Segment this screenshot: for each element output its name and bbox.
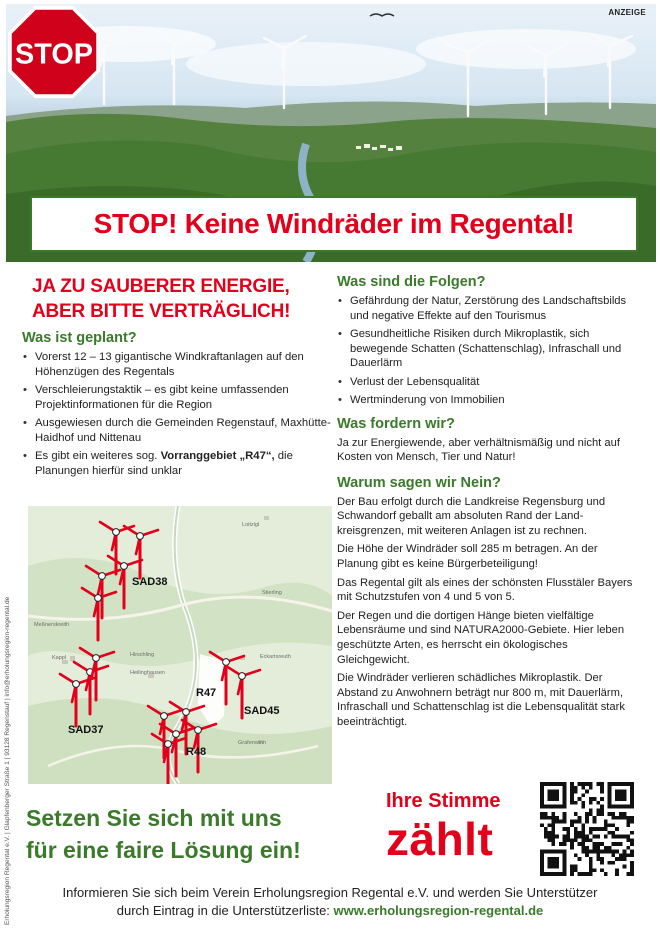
list-item-text: die Planungen hierfür sind unklar (35, 450, 293, 477)
stop-sign-icon (6, 4, 102, 100)
consequences-list (337, 294, 637, 408)
wind-area-map (28, 506, 332, 784)
qr-code-icon[interactable] (540, 782, 634, 876)
list-item-bold: Vorranggebiet „R47“, (160, 450, 275, 462)
stop-sign-text: STOP (15, 38, 93, 71)
info-footer (20, 884, 640, 920)
right-column (337, 274, 637, 734)
reasons-body (337, 495, 637, 730)
headline-banner (30, 196, 638, 252)
map-label-sad45: SAD45 (244, 705, 280, 717)
list-item: • Wertminderung von Immobilien (337, 393, 637, 408)
map-label-sad38: SAD38 (132, 576, 168, 588)
map-place: Heilinghausen (130, 670, 165, 676)
info-line-1: Informieren Sie sich beim Verein Erholungsregion Regental e.V. und werden Sie Unterstützer (62, 885, 598, 900)
turbine-marker-icon (152, 734, 186, 784)
map-place: Meßnerskreith (34, 622, 70, 628)
map-label-r48: R48 (186, 746, 207, 758)
map-place: Grafenwinn (238, 740, 267, 746)
list-item: • Verlust der Lebensqualität (337, 375, 637, 390)
consequences-heading: Was sind die Folgen? (337, 274, 486, 290)
vote-line-1: Ihre Stimme (386, 790, 501, 812)
map-place: Kappl (52, 655, 67, 661)
hero-landscape-photo (6, 4, 656, 262)
headline-title: STOP! Keine Windräder im Regental! (93, 208, 575, 239)
turbine-markers (28, 506, 332, 784)
demands-text: Ja zur Energiewende, aber verhältnismäßig und nicht auf Kosten von Mensch, Tier und Natur! (337, 436, 620, 464)
left-column (22, 274, 332, 482)
call-to-action-line-1: Setzen Sie sich mit uns (26, 805, 282, 831)
turbine-marker-icon (74, 662, 108, 714)
reasons-paragraph: Das Regental gilt als eines der schönsten Flusstäler Bayers mit Schutzstufen von 4 und 5 von 5. (337, 576, 633, 604)
ad-label: ANZEIGE (608, 8, 646, 17)
slogan-line-2: ABER BITTE VERTRÄGLICH! (32, 301, 291, 322)
list-item: • Vorerst 12 – 13 gigantische Windkraftanlagen auf den Höhenzügen des Regentals (22, 350, 332, 379)
map-place: Loitzlgl (242, 522, 260, 528)
vote-line-2: zählt (386, 813, 494, 865)
call-to-action (26, 802, 301, 866)
reasons-heading: Warum sagen wir Nein? (337, 474, 501, 491)
list-item: • Ausgewiesen durch die Gemeinden Regenstauf, Maxhütte-Haidhof und Nittenau (22, 416, 332, 445)
map-place: Stierling (262, 590, 282, 596)
map-place: Hirschling (130, 652, 155, 658)
list-item (22, 449, 332, 478)
planned-list (22, 350, 332, 478)
planned-heading: Was ist geplant? (22, 330, 137, 346)
list-item: • Verschleierungstaktik – es gibt keine umfassenden Projektinformationen für die Region (22, 383, 332, 412)
side-imprint: Erholungsregion Regental e.V. | Glapfenberger Straße 1 | 93128 Regenstauf | info@erholungsregion-regental.de (4, 596, 11, 925)
info-line-2-text: durch Eintrag in die Unterstützerliste: (116, 903, 334, 918)
map-place: Eckartsreuth (260, 654, 291, 660)
reasons-paragraph: Der Bau erfolgt durch die Landkreise Regensburg und Schwandorf geballt am absoluten Rand der Landkreisgrenzen, mit weiteren Anlagen ist zu rechnen. (337, 495, 606, 537)
slogan (32, 274, 332, 324)
list-item: • Gefährdung der Natur, Zerstörung des Landschaftsbilds und negative Effekte auf den Tourismus (337, 294, 637, 323)
call-to-action-line-2: für eine faire Lösung ein! (26, 837, 301, 863)
reasons-paragraph: Die Höhe der Windräder soll 285 m betragen. An der Planung gibt es keine Bürgerbeteiligung! (337, 543, 598, 571)
turbine-marker-icon (82, 588, 116, 640)
slogan-line-1: JA ZU SAUBERER ENERGIE, (32, 276, 290, 297)
map-label-r47: R47 (196, 687, 217, 699)
list-item-text: Es gibt ein weiteres sog. (35, 450, 161, 462)
turbine-marker-icon (80, 648, 114, 700)
reasons-paragraph: Der Regen und die dortigen Hänge bieten vielfältige Lebensräume und sind NATURA2000-Gebiete. Hier leben geschützte Arten, es herrscht ein ökologisches Gleichgewicht. (337, 609, 625, 666)
turbine-marker-icon (124, 526, 158, 578)
map-label-sad37: SAD37 (68, 724, 104, 736)
demands-heading: Was fordern wir? (337, 415, 455, 432)
reasons-paragraph: Die Windräder verlieren schädliches Mikroplastik. Der Abstand zu Anwohnern beträgt nur 800 m, mit Dauerlärm, Infraschall und Schattenschlag ist die Lebensqualität stark beeinträchtigt. (337, 672, 625, 728)
info-line-2 (20, 902, 640, 920)
list-item: • Gesundheitliche Risiken durch Mikroplastik, sich bewegende Schatten (Schattenschlag), Infraschall und Dauerlärm (337, 327, 637, 371)
website-link[interactable]: www.erholungsregion-regental.de (333, 903, 544, 918)
